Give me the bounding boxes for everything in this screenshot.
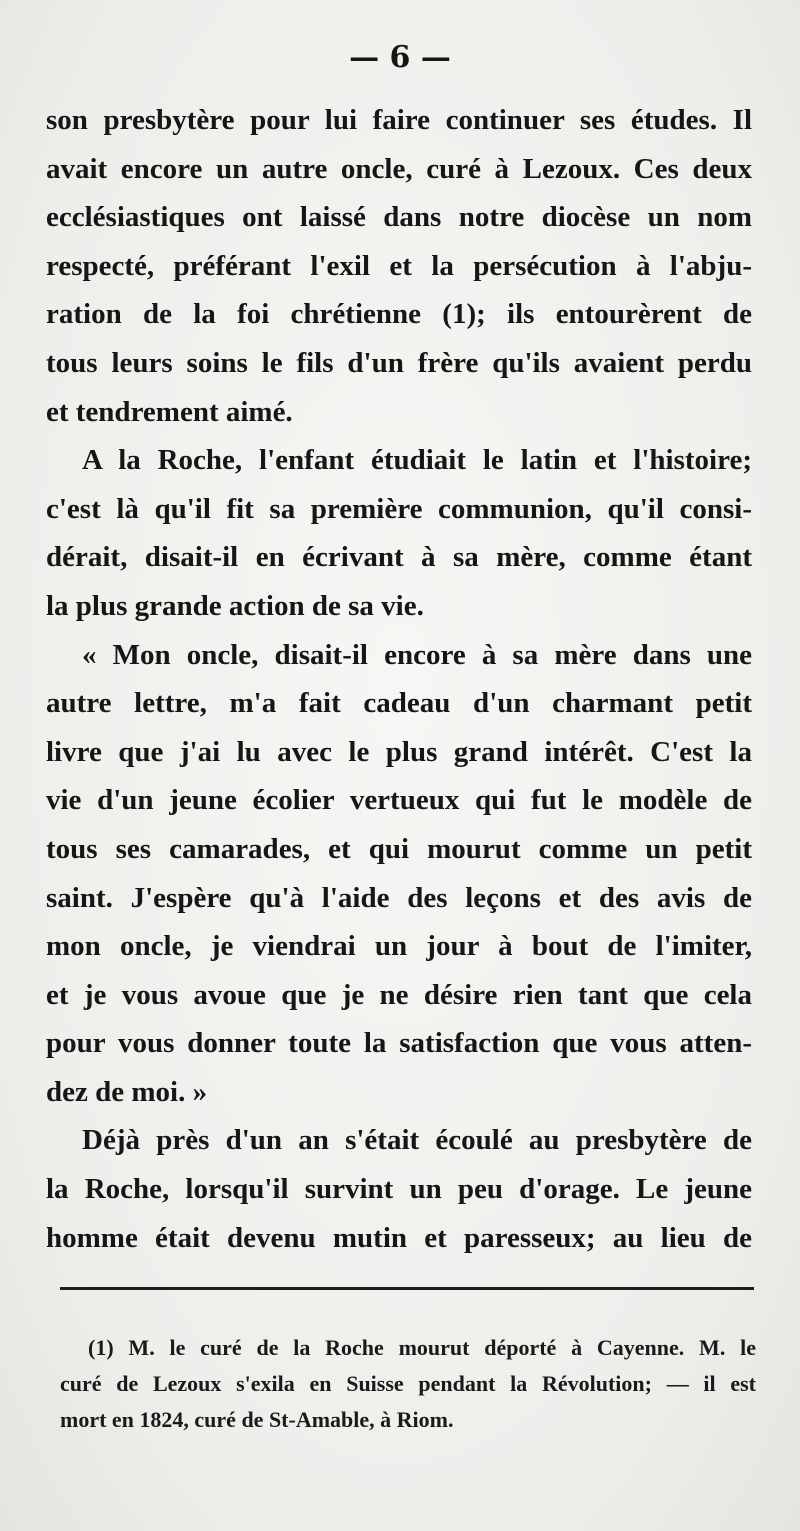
text-line: respecté, préférant l'exil et la persécution à l'abju- [46, 249, 752, 282]
footnote-line: mort en 1824, curé de St-Amable, à Riom. [60, 1407, 454, 1432]
page-number: — 6 — [349, 40, 451, 75]
text-line: la plus grande action de sa vie. [46, 589, 424, 622]
text-line: pour vous donner toute la satisfaction que vous atten- [46, 1027, 752, 1060]
footnote-line: curé de Lezoux s'exila en Suisse pendant la Révolution; — il est [60, 1371, 756, 1396]
text-line: dérait, disait-il en écrivant à sa mère, comme étant [46, 541, 752, 574]
text-line: Déjà près d'un an s'était écoulé au presbytère de [82, 1124, 752, 1157]
text-line: avait encore un autre oncle, curé à Lezoux. Ces deux [46, 152, 752, 185]
text-line: mon oncle, je viendrai un jour à bout de l'imiter, [46, 930, 752, 963]
footnote-line: (1) M. le curé de la Roche mourut déporté à Cayenne. M. le [88, 1335, 756, 1360]
footnote [60, 1330, 756, 1438]
footnote-divider [60, 1287, 754, 1290]
text-line: la Roche, lorsqu'il survint un peu d'orage. Le jeune [46, 1173, 752, 1206]
text-line: dez de moi. » [46, 1075, 208, 1108]
text-line: ration de la foi chrétienne (1); ils entourèrent de [46, 298, 752, 331]
text-line: saint. J'espère qu'à l'aide des leçons et des avis de [46, 881, 752, 914]
text-line: A la Roche, l'enfant étudiait le latin et l'histoire; [82, 444, 752, 477]
text-line: livre que j'ai lu avec le plus grand intérêt. C'est la [46, 735, 752, 768]
text-line: autre lettre, m'a fait cadeau d'un charmant petit [46, 687, 752, 720]
text-line: ecclésiastiques ont laissé dans notre diocèse un nom [46, 201, 752, 234]
text-line: c'est là qu'il fit sa première communion, qu'il consi- [46, 492, 752, 525]
body-text [46, 96, 752, 1262]
text-line: et je vous avoue que je ne désire rien tant que cela [46, 978, 752, 1011]
text-line: vie d'un jeune écolier vertueux qui fut le modèle de [46, 784, 752, 817]
text-line: son presbytère pour lui faire continuer ses études. Il [46, 104, 752, 136]
text-line: et tendrement aimé. [46, 395, 293, 428]
text-line: homme était devenu mutin et paresseux; au lieu de [46, 1221, 752, 1254]
text-line: « Mon oncle, disait-il encore à sa mère dans une [82, 638, 752, 671]
text-line: tous ses camarades, et qui mourut comme un petit [46, 832, 752, 865]
text-line: tous leurs soins le fils d'un frère qu'ils avaient perdu [46, 346, 752, 379]
